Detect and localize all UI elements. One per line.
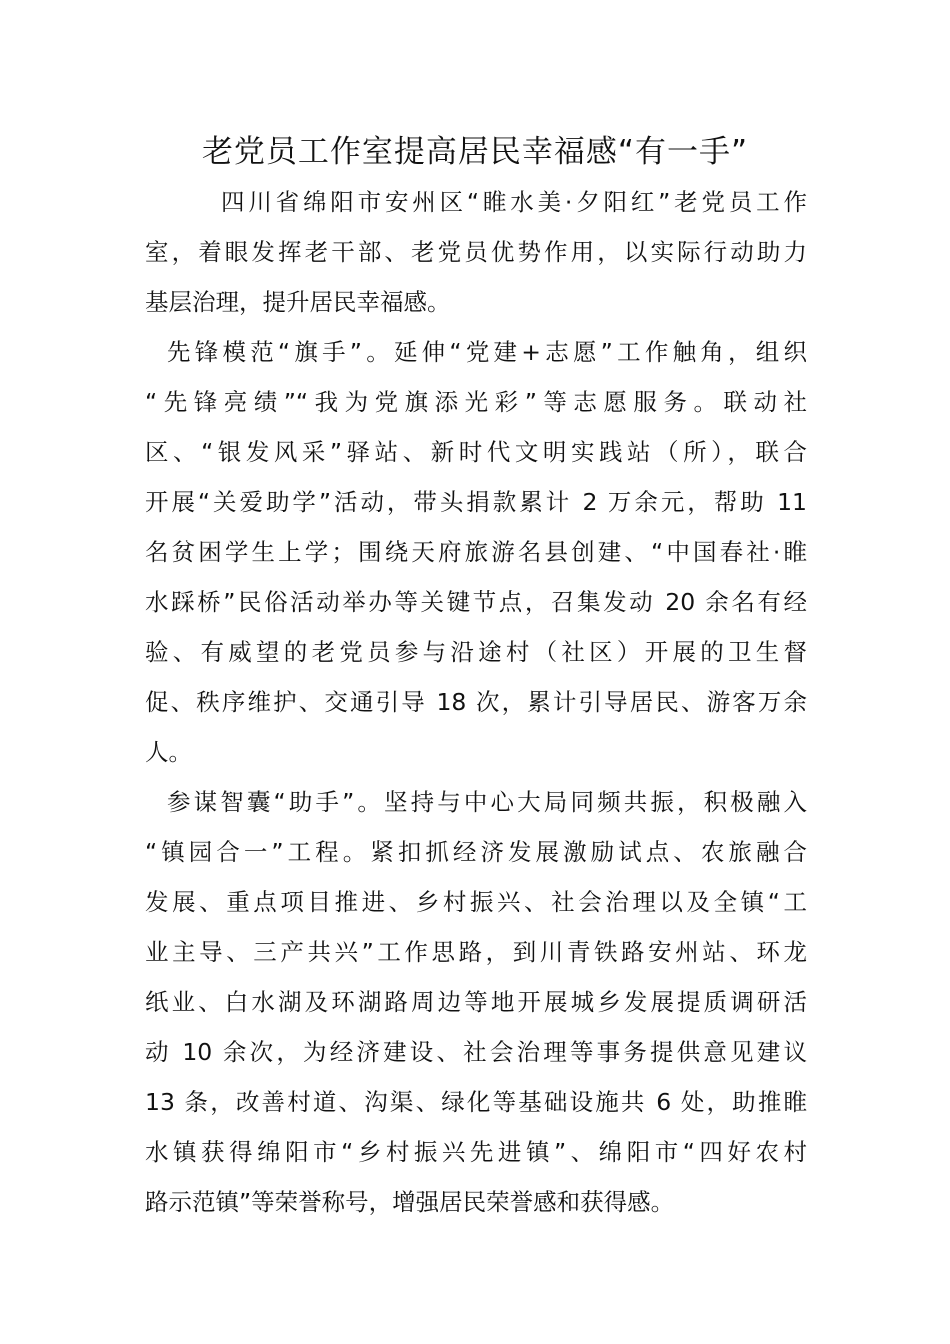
paragraph-3-line-6: 动 10 余次，为经济建设、社会治理等事务提供意见建议 — [145, 1038, 807, 1066]
document-title: 老党员工作室提高居民幸福感“有一手” — [201, 134, 749, 170]
paragraph-3-line-9: 路示范镇”等荣誉称号，增强居民荣誉感和获得感。 — [145, 1188, 675, 1216]
paragraph-2-line-6: 水踩桥”民俗活动举办等关键节点，召集发动 20 余名有经 — [145, 588, 807, 616]
paragraph-3-line-8: 水镇获得绵阳市“乡村振兴先进镇”、绵阳市“四好农村 — [145, 1138, 807, 1166]
paragraph-2-line-2: “先锋亮绩”“我为党旗添光彩”等志愿服务。联动社 — [145, 388, 807, 416]
paragraph-2-line-4: 开展“关爱助学”活动，带头捐款累计 2 万余元，帮助 11 — [145, 488, 807, 516]
paragraph-3-line-7: 13 条，改善村道、沟渠、绿化等基础设施共 6 处，助推睢 — [145, 1088, 807, 1116]
paragraph-3-line-2: “镇园合一”工程。紧扣抓经济发展激励试点、农旅融合 — [145, 838, 807, 866]
paragraph-2-line-7: 验、有威望的老党员参与沿途村（社区）开展的卫生督 — [145, 638, 807, 666]
document-body — [145, 177, 807, 1227]
paragraph-1-line-1: 四川省绵阳市安州区“睢水美·夕阳红”老党员工作 — [221, 188, 807, 216]
paragraph-1-line-3: 基层治理，提升居民幸福感。 — [145, 288, 451, 316]
paragraph-2-line-8: 促、秩序维护、交通引导 18 次，累计引导居民、游客万余 — [145, 688, 807, 716]
paragraph-1-line-2: 室，着眼发挥老干部、老党员优势作用，以实际行动助力 — [145, 238, 807, 266]
paragraph-3-line-5: 纸业、白水湖及环湖路周边等地开展城乡发展提质调研活 — [145, 988, 807, 1016]
paragraph-3-line-4: 业主导、三产共兴”工作思路，到川青铁路安州站、环龙 — [145, 938, 807, 966]
paragraph-3-line-3: 发展、重点项目推进、乡村振兴、社会治理以及全镇“工 — [145, 888, 807, 916]
paragraph-2-line-9: 人。 — [145, 738, 192, 766]
paragraph-2-line-1: 先锋模范“旗手”。延伸“党建+志愿”工作触角，组织 — [167, 338, 807, 366]
paragraph-2-line-5: 名贫困学生上学；围绕天府旅游名县创建、“中国春社·睢 — [145, 538, 807, 566]
paragraph-2-line-3: 区、“银发风采”驿站、新时代文明实践站（所），联合 — [145, 438, 807, 466]
paragraph-3-line-1: 参谋智囊“助手”。坚持与中心大局同频共振，积极融入 — [167, 788, 807, 816]
